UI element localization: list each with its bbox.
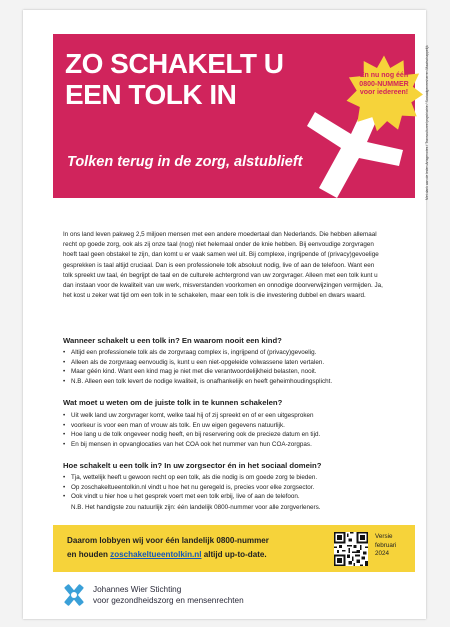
list-item: • N.B. Alleen een tolk levert de nodige kwaliteit, is onafhankelijk en heeft geheimhoudingsplicht.	[63, 377, 393, 387]
cta-suffix: altijd up-to-date.	[201, 550, 267, 559]
section-list-what	[63, 411, 393, 449]
cta-line-1: Daarom lobbyen wij voor één landelijk 0800-nummer	[67, 536, 269, 545]
page-subtitle: Tolken terug in de zorg, alstublieft	[67, 154, 303, 170]
list-item: • Maar géén kind. Want een kind mag je niet met die verantwoordelijkheid belasten, nooit.	[63, 367, 393, 377]
cta-text	[67, 534, 269, 562]
intro-paragraph: In ons land leven pakweg 2,5 miljoen mensen met een andere moedertaal dan Nederlands. Die hebben allemaal recht op goede zorg, ook als zij onze taal (nog) niet helemaal onder de knie hebben. Bij eenvoudige zorgvragen hoeft taal geen obstakel te zijn, dan komt u er vaak samen wel uit. Bij complexe, ingrijpende of (privacy)gevoelige gesprekken is taal altijd cruciaal. Dan is een professionele tolk absoluut nodig, live of aan de telefoon. Want een tolk spreekt uw taal, én begrijpt de taal en de culturele achtergrond van uw zorgvrager. Alleen met een tolk kunt u dan instaan voor de kwaliteit van uw werk, misverstanden voorkomen en onnodige doorverwijzingen vermijden. Ja, het kost u zeker wat tijd om een tolk in te schakelen, maar een tolk is die investering dubbel en dwars waard.	[63, 231, 383, 300]
header-banner	[53, 34, 415, 198]
qr-code-icon[interactable]	[334, 532, 368, 566]
section-heading-what: Wat moet u weten om de juiste tolk in te kunnen schakelen?	[63, 398, 283, 407]
version-month: februari	[375, 541, 397, 549]
version-title: Versie	[375, 533, 393, 540]
org-name-line-2: voor gezondheidszorg en mensenrechten	[93, 595, 244, 605]
call-to-action-box	[53, 525, 415, 572]
burst-line-1: En nu nog één	[359, 72, 409, 79]
organization-logo-icon	[61, 582, 87, 608]
version-label	[375, 533, 396, 559]
burst-line-2: 0800-NUMMER	[359, 80, 409, 88]
starburst-text	[347, 72, 421, 98]
list-item: • Hoe lang u de tolk ongeveer nodig heeft, en bij reservering ook de precieze datum en tijd.	[63, 430, 393, 440]
title-line-1: ZO SCHAKELT U	[65, 48, 284, 79]
section-list-how	[63, 473, 393, 502]
cta-line-2	[67, 548, 269, 562]
section-heading-when: Wanneer schakelt u een tolk in? En waarom nooit een kind?	[63, 336, 282, 345]
website-link[interactable]: zoschakeltueentolkin.nl	[110, 550, 202, 559]
list-item: • Op zoschakeltueentolkin.nl vindt u hoe het nu geregeld is, precies voor elke zorgsector.	[63, 483, 393, 493]
page-title	[65, 48, 284, 110]
cta-prefix: en houden	[67, 550, 111, 559]
flyer-page	[23, 10, 429, 619]
credit-text: Met dank aan de leden Artsgenotes / Transcultureel psychiatrie / Sociaalgeneesherren Maatschappelijk	[425, 45, 429, 200]
list-item: • Alleen als de zorgvraag eenvoudig is, kunt u een niet-opgeleide volwassene laten vertalen.	[63, 358, 393, 368]
burst-line-3: voor iedereen!	[359, 89, 409, 96]
section-heading-how: Hoe schakelt u een tolk in? In uw zorgsector én in het sociaal domein?	[63, 461, 322, 470]
org-name-line-1: Johannes Wier Stichting	[93, 585, 182, 594]
list-item: • En bij mensen in opvanglocaties van het COA ook het nummer van hun COA-zorgpas.	[63, 440, 393, 450]
list-item: • Altijd een professionele tolk als de zorgvraag complex is, ingrijpend of (privacy)gevoelig.	[63, 348, 393, 358]
title-line-2: EEN TOLK IN	[65, 79, 237, 110]
list-item: • Ook vindt u hier hoe u het gesprek voert met een tolk erbij, live of aan de telefoon.	[63, 492, 393, 502]
vertical-credit	[419, 45, 429, 200]
list-item: • voorkeur is voor een man of vrouw als tolk. En uw eigen gegevens natuurlijk.	[63, 421, 393, 431]
section-list-when	[63, 348, 393, 386]
list-item: • Tja, wettelijk heeft u gewoon recht op een tolk, als die nodig is om goede zorg te bieden.	[63, 473, 393, 483]
section-note: N.B. Het handigste zou natuurlijk zijn: één landelijk 0800-nummer voor alle zorgverleners.	[71, 504, 321, 511]
version-year: 2024	[375, 550, 390, 558]
organization-name	[93, 585, 244, 606]
list-item: • Uit welk land uw zorgvrager komt, welke taal hij of zij spreekt en of er een uitgesproken	[63, 411, 393, 421]
